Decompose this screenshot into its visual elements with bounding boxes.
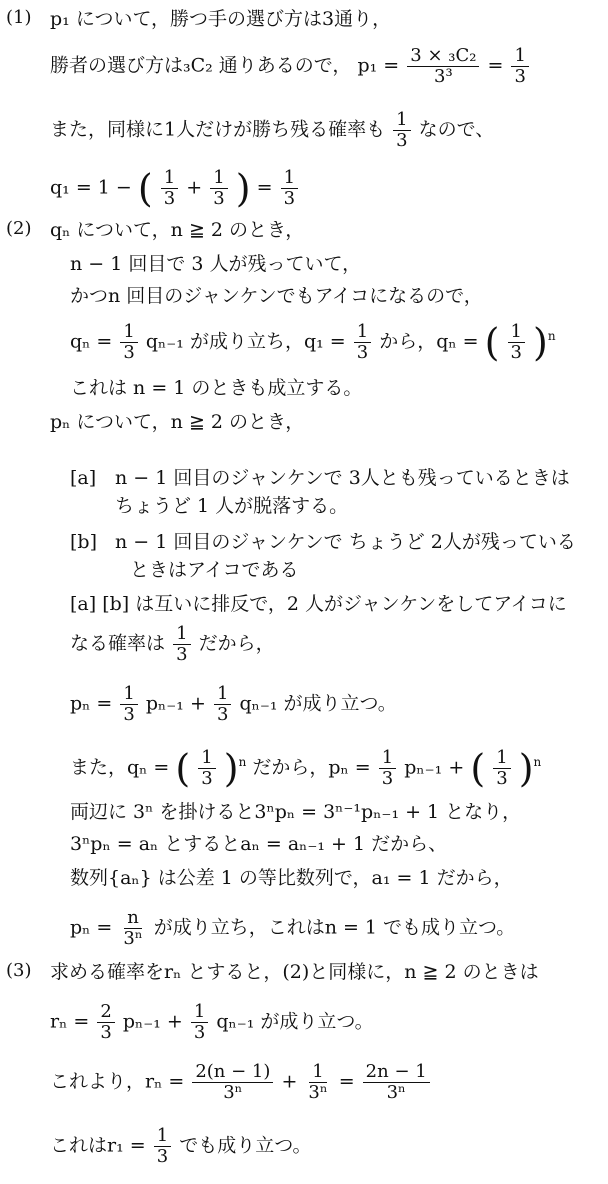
fraction — [191, 1002, 208, 1043]
sec2-line9 — [70, 684, 397, 725]
p1-symbol: p₁ = — [357, 54, 400, 77]
case-a-label: [a] — [70, 467, 97, 489]
fraction — [511, 46, 528, 87]
numerator: 1 — [379, 748, 396, 769]
denominator: 3 — [201, 768, 213, 789]
sec1-line3-text: また，同様に1人だけが勝ち残る確率も — [50, 118, 386, 141]
fraction — [154, 1126, 171, 1167]
q1-lhs: q₁ = 1 − — [50, 176, 132, 199]
denominator: 3 — [123, 342, 135, 363]
rn-lhs: rₙ = — [50, 1010, 90, 1033]
case-b-line2: ときはアイコである — [130, 559, 299, 581]
fraction — [210, 168, 227, 209]
numerator: 1 — [309, 1062, 326, 1083]
sec2-line3: かつn 回目のジャンケンでもアイコになるので， — [70, 285, 483, 307]
numerator: 1 — [161, 168, 178, 189]
sec2-line9-end: qₙ₋₁ が成り立つ。 — [239, 692, 397, 715]
sec1-line4 — [50, 168, 300, 209]
fraction — [508, 322, 525, 363]
sec2-line14 — [70, 908, 515, 949]
sec1-line3-end: なので、 — [418, 118, 495, 141]
sec2-line12: 3ⁿpₙ = aₙ とするとaₙ = aₙ₋₁ + 1 だから、 — [70, 833, 448, 855]
pn-lhs: pₙ = — [70, 692, 113, 715]
fraction — [493, 748, 510, 789]
sec2-line5: これは n = 1 のときも成立する。 — [70, 377, 363, 399]
numerator: 1 — [198, 748, 215, 769]
denominator: 3 — [283, 188, 296, 209]
fraction — [379, 748, 396, 789]
denominator: 3 — [123, 704, 135, 725]
numerator: n — [124, 908, 142, 929]
sec2-line10-text3: pₙ₋₁ + — [404, 756, 465, 779]
numerator: 1 — [154, 1126, 171, 1147]
numerator: 1 — [354, 322, 371, 343]
denominator: 3ⁿ — [123, 928, 143, 949]
sec2-line10-text2: だから，pₙ = — [252, 756, 371, 779]
equals: = — [487, 54, 504, 77]
section-2-label: (2) — [6, 218, 32, 239]
numerator: 1 — [281, 168, 298, 189]
denominator: 3 — [381, 768, 394, 789]
sec2-line14-end: が成り立ち，これはn = 1 でも成り立つ。 — [153, 916, 516, 939]
numerator: 1 — [508, 322, 525, 343]
fraction — [173, 624, 190, 665]
denominator: 3 — [510, 342, 522, 363]
sec2-line1: qₙ について，n ≧ 2 のとき， — [50, 219, 305, 241]
denominator: 3ⁿ — [223, 1082, 243, 1103]
numerator: 1 — [120, 322, 137, 343]
denominator: 3³ — [434, 66, 453, 87]
sec1-line2 — [50, 46, 531, 87]
fraction — [120, 908, 145, 949]
pn-lhs: pₙ = — [70, 916, 113, 939]
denominator: 3 — [176, 644, 188, 665]
fraction — [198, 748, 215, 789]
right-paren: ) — [518, 746, 534, 791]
fraction — [363, 1062, 430, 1103]
denominator: 3 — [156, 1146, 169, 1167]
denominator: 3 — [193, 1022, 206, 1043]
sec3-line3-text: これより，rₙ = — [50, 1070, 185, 1093]
denominator: 3 — [356, 342, 369, 363]
fraction — [120, 684, 137, 725]
sec2-line6: pₙ について，n ≧ 2 のとき， — [50, 411, 305, 433]
sec3-line2-text: pₙ₋₁ + — [122, 1010, 183, 1033]
left-paren: ( — [484, 320, 500, 365]
fraction — [120, 322, 137, 363]
case-a-line2: ちょうど 1 人が脱落する。 — [115, 495, 349, 517]
sec1-line3 — [50, 110, 494, 151]
case-b-line1: n − 1 回目のジャンケンで ちょうど 2人が残っている — [115, 531, 576, 553]
fraction — [97, 1002, 114, 1043]
fraction — [393, 110, 410, 151]
denominator: 3 — [396, 130, 408, 151]
numerator: 1 — [120, 684, 137, 705]
sec2-line9-text: pₙ₋₁ + — [145, 692, 206, 715]
numerator: 1 — [214, 684, 231, 705]
section-1-label: (1) — [6, 7, 32, 28]
sec2-line10-text: また，qₙ = — [70, 756, 170, 779]
right-paren: ) — [533, 320, 548, 365]
fraction — [161, 168, 178, 209]
sec2-line8-text: なる確率は — [70, 632, 166, 655]
denominator: 3ⁿ — [308, 1082, 328, 1103]
sec2-line8 — [70, 624, 275, 665]
exponent: n — [547, 329, 556, 344]
numerator: 1 — [393, 110, 410, 131]
sec2-line8-end: だから， — [198, 632, 275, 655]
section-3-label: (3) — [6, 960, 32, 981]
sec3-line2-end: qₙ₋₁ が成り立つ。 — [216, 1010, 374, 1033]
equals: = — [338, 1070, 355, 1093]
right-paren: ) — [223, 746, 239, 791]
fraction — [281, 168, 298, 209]
denominator: 3 — [514, 66, 526, 87]
sec2-line11: 両辺に 3ⁿ を掛けると3ⁿpₙ = 3ⁿ⁻¹pₙ₋₁ + 1 となり， — [70, 801, 522, 823]
left-paren: ( — [175, 746, 191, 791]
plus: + — [281, 1070, 298, 1093]
fraction — [407, 46, 479, 87]
left-paren: ( — [137, 166, 153, 211]
numerator: 1 — [173, 624, 190, 645]
sec2-line4 — [70, 322, 556, 363]
fraction — [214, 684, 231, 725]
qn-lhs: qₙ = — [70, 330, 113, 353]
right-paren: ) — [235, 166, 251, 211]
exponent: n — [533, 755, 542, 770]
denominator: 3 — [100, 1022, 112, 1043]
numerator: 1 — [493, 748, 510, 769]
case-b-label: [b] — [70, 531, 97, 553]
denominator: 3 — [213, 188, 225, 209]
numerator: 1 — [210, 168, 227, 189]
sec1-line2-text: 勝者の選び方は₃C₂ 通りあるので， — [50, 54, 352, 77]
numerator: 1 — [191, 1002, 208, 1023]
sec1-line1: p₁ について，勝つ手の選び方は3通り， — [50, 8, 392, 30]
fraction — [192, 1062, 273, 1103]
sec3-line4-end: でも成り立つ。 — [179, 1134, 312, 1157]
fraction — [305, 1062, 330, 1103]
sec2-line10 — [70, 748, 541, 789]
sec3-line1: 求める確率をrₙ とすると，(2)と同様に，n ≧ 2 のときは — [50, 961, 539, 983]
left-paren: ( — [470, 746, 486, 791]
numerator: 3 × ₃C₂ — [407, 46, 479, 67]
numerator: 2n − 1 — [363, 1062, 430, 1083]
sec2-line2: n − 1 回目で 3 人が残っていて， — [70, 253, 362, 275]
denominator: 3ⁿ — [386, 1082, 406, 1103]
equals: = — [256, 176, 273, 199]
fraction — [354, 322, 371, 363]
case-a-line1: n − 1 回目のジャンケンで 3人とも残っているときは — [115, 467, 570, 489]
plus: + — [186, 176, 203, 199]
denominator: 3 — [496, 768, 508, 789]
denominator: 3 — [163, 188, 176, 209]
numerator: 2 — [97, 1002, 114, 1023]
exponent: n — [238, 755, 247, 770]
sec2-line7: [a] [b] は互いに排反で，2 人がジャンケンをしてアイコに — [70, 593, 567, 615]
sec2-line4-text: qₙ₋₁ が成り立ち，q₁ = — [145, 330, 346, 353]
numerator: 2(n − 1) — [192, 1062, 273, 1083]
sec3-line4 — [50, 1126, 311, 1167]
sec2-line4-text2: から，qₙ = — [379, 330, 479, 353]
numerator: 1 — [511, 46, 528, 67]
sec3-line4-text: これはr₁ = — [50, 1134, 146, 1157]
sec3-line2 — [50, 1002, 374, 1043]
denominator: 3 — [216, 704, 229, 725]
sec3-line3 — [50, 1062, 432, 1103]
sec2-line13: 数列{aₙ} は公差 1 の等比数列で，a₁ = 1 だから， — [70, 867, 513, 889]
